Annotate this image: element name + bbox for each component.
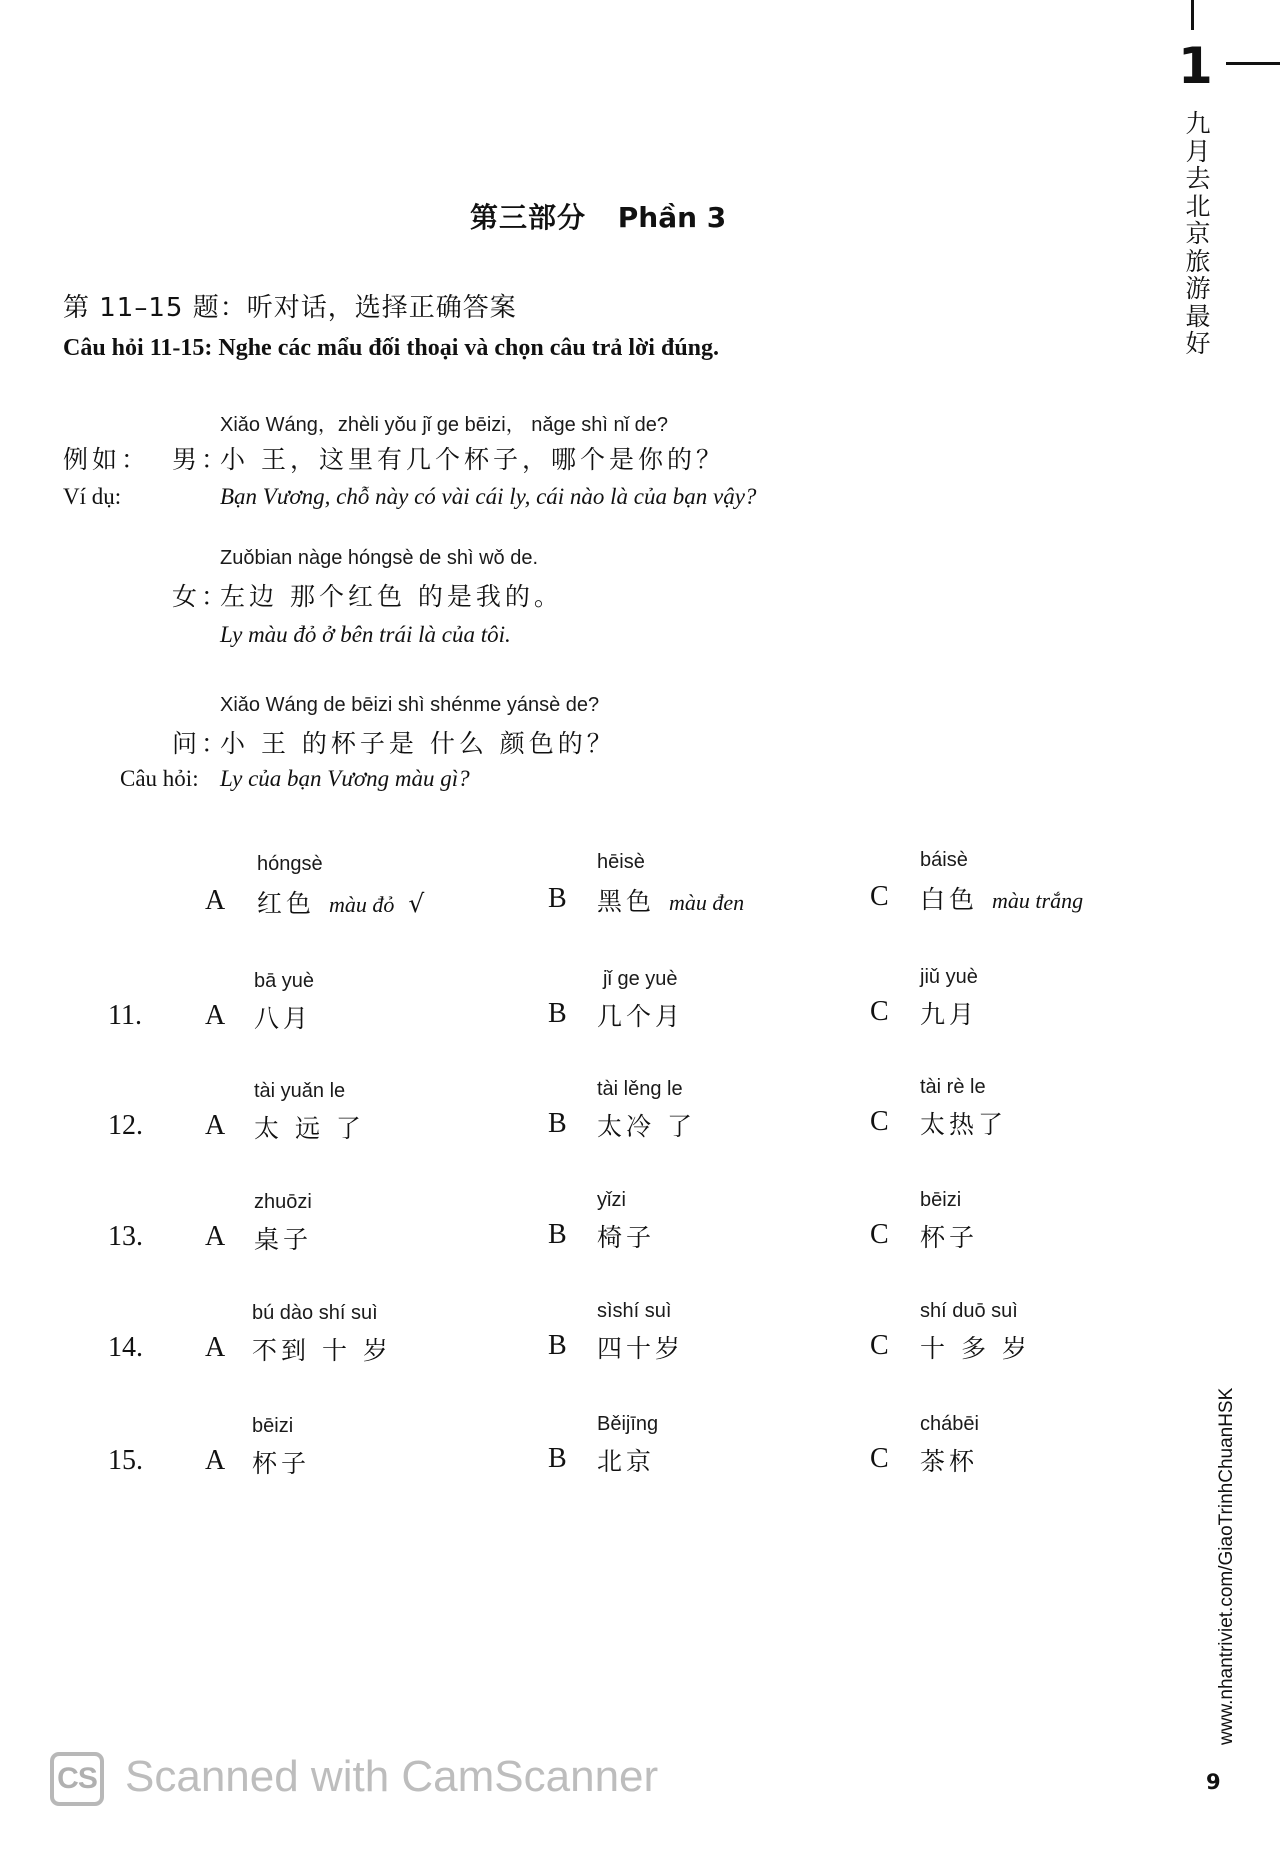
option-letter: B [548,1330,567,1361]
option-zh: 四十岁 [597,1334,685,1363]
option-letter: A [205,1332,226,1363]
option-pinyin: tài rè le [920,1076,986,1098]
example-option-b-letter: B [548,883,567,914]
section-heading [470,196,726,236]
option-pinyin: jiǔ yuè [920,966,978,988]
example-option-a-letter: A [205,885,226,916]
option-pinyin: bēizi [252,1415,294,1437]
example-option-c-zh: 白色 [920,885,979,914]
example-woman-zh: 左边 那个红色 的是我的。 [220,582,563,611]
example-option-a-vi: màu đỏ [329,892,395,917]
option-pinyin: tài yuǎn le [254,1080,346,1102]
option-zh: 杯子 [920,1223,979,1252]
example-option-b-pinyin: hēisè [597,851,645,873]
chapter-title: 九月去北京旅游最好 [1185,109,1211,358]
option-zh: 八月 [254,1004,313,1033]
example-option-b-zh: 黑色 [597,887,656,916]
option-zh: 太 远 了 [254,1114,365,1143]
option-zh: 太热了 [920,1110,1008,1139]
example-man-pinyin: Xiǎo Wáng，zhèli yǒu jǐ ge bēizi， nǎge shì nǐ de? [220,414,669,436]
example-option-c-pinyin: báisè [920,849,968,871]
option-letter: A [205,1110,226,1141]
instruction-vi: Câu hỏi 11-15: Nghe các mẩu đối thoại và chọn câu trả lời đúng. [63,335,720,361]
option-pinyin: shí duō suì [920,1300,1018,1322]
option-zh: 杯子 [252,1449,311,1478]
option-letter: A [205,1221,226,1252]
option-letter: A [205,1000,226,1031]
option-zh: 太冷 了 [597,1112,696,1141]
heading-zh: 第三部分 [470,201,587,234]
example-option-b [597,882,744,918]
option-zh: 不到 十 岁 [252,1336,392,1365]
option-letter: A [205,1445,226,1476]
question-number: 14. [108,1332,143,1363]
option-pinyin: bā yuè [254,970,315,992]
example-question-label-vi: Câu hỏi: [120,766,199,791]
heading-vi: Phần 3 [617,201,727,234]
chapter-number: 1 [1178,37,1213,95]
option-letter: C [870,996,889,1027]
question-number: 11. [108,1000,142,1031]
option-letter: B [548,1443,567,1474]
option-pinyin: bēizi [920,1189,962,1211]
example-option-a-zh: 红色 [257,889,316,918]
example-question-speaker: 问： [172,729,231,758]
example-option-c-letter: C [870,881,889,912]
option-zh: 椅子 [597,1223,656,1252]
option-letter: B [548,998,567,1029]
option-zh: 茶杯 [920,1447,979,1476]
option-pinyin: bú dào shí suì [252,1302,378,1324]
option-pinyin: jǐ ge yuè [603,968,678,990]
example-label-vi: Ví dụ: [63,484,122,509]
example-option-c-vi: màu trắng [992,888,1084,913]
question-number: 12. [108,1110,143,1141]
option-pinyin: chábēi [920,1413,979,1435]
option-zh: 北京 [597,1447,656,1476]
option-zh: 十 多 岁 [920,1334,1031,1363]
example-question-vi: Ly của bạn Vương màu gì? [220,766,470,791]
option-letter: C [870,1330,889,1361]
question-number: 13. [108,1221,143,1252]
option-letter: C [870,1106,889,1137]
question-number: 15. [108,1445,143,1476]
camscanner-watermark: Scanned with CamScanner [125,1752,659,1801]
example-man-vi: Bạn Vương, chỗ này có vài cái ly, cái nào là của bạn vậy? [220,484,757,509]
option-pinyin: zhuōzi [254,1191,312,1213]
example-option-a [257,884,428,920]
option-letter: B [548,1219,567,1250]
option-pinyin: Běijīng [597,1413,659,1435]
example-label-zh: 例如： [63,445,151,474]
example-option-a-pinyin: hóngsè [257,853,323,875]
option-pinyin: yǐzi [597,1189,626,1211]
option-zh: 九月 [920,1000,979,1029]
example-question-zh: 小 王 的杯子是 什么 颜色的？ [220,729,616,758]
correct-checkmark-icon: √ [408,889,429,918]
option-letter: C [870,1219,889,1250]
instruction-zh: 第 11–15 题：听对话，选择正确答案 [63,293,517,323]
example-man-zh: 小 王，这里有几个杯子，哪个是你的？ [220,445,725,474]
chapter-marker-line-right [1226,62,1280,65]
example-man-speaker: 男： [172,445,231,474]
option-pinyin: sìshí suì [597,1300,672,1322]
option-zh: 几个月 [597,1002,685,1031]
example-woman-pinyin: Zuǒbian nàge hóngsè de shì wǒ de. [220,547,539,569]
camscanner-logo-icon: CS [50,1752,104,1806]
example-woman-vi: Ly màu đỏ ở bên trái là của tôi. [220,622,511,647]
page-number: 9 [1206,1770,1221,1794]
option-pinyin: tài lěng le [597,1078,683,1100]
chapter-marker-line-top [1191,0,1194,30]
example-option-b-vi: màu đen [669,890,745,915]
website-url: www.nhantriviet.com/GiaoTrinhChuanHSK [1216,1387,1237,1745]
example-woman-speaker: 女： [172,582,231,611]
example-option-c [920,880,1083,916]
option-letter: C [870,1443,889,1474]
option-letter: B [548,1108,567,1139]
example-question-pinyin: Xiǎo Wáng de bēizi shì shénme yánsè de? [220,694,600,716]
option-zh: 桌子 [254,1225,313,1254]
